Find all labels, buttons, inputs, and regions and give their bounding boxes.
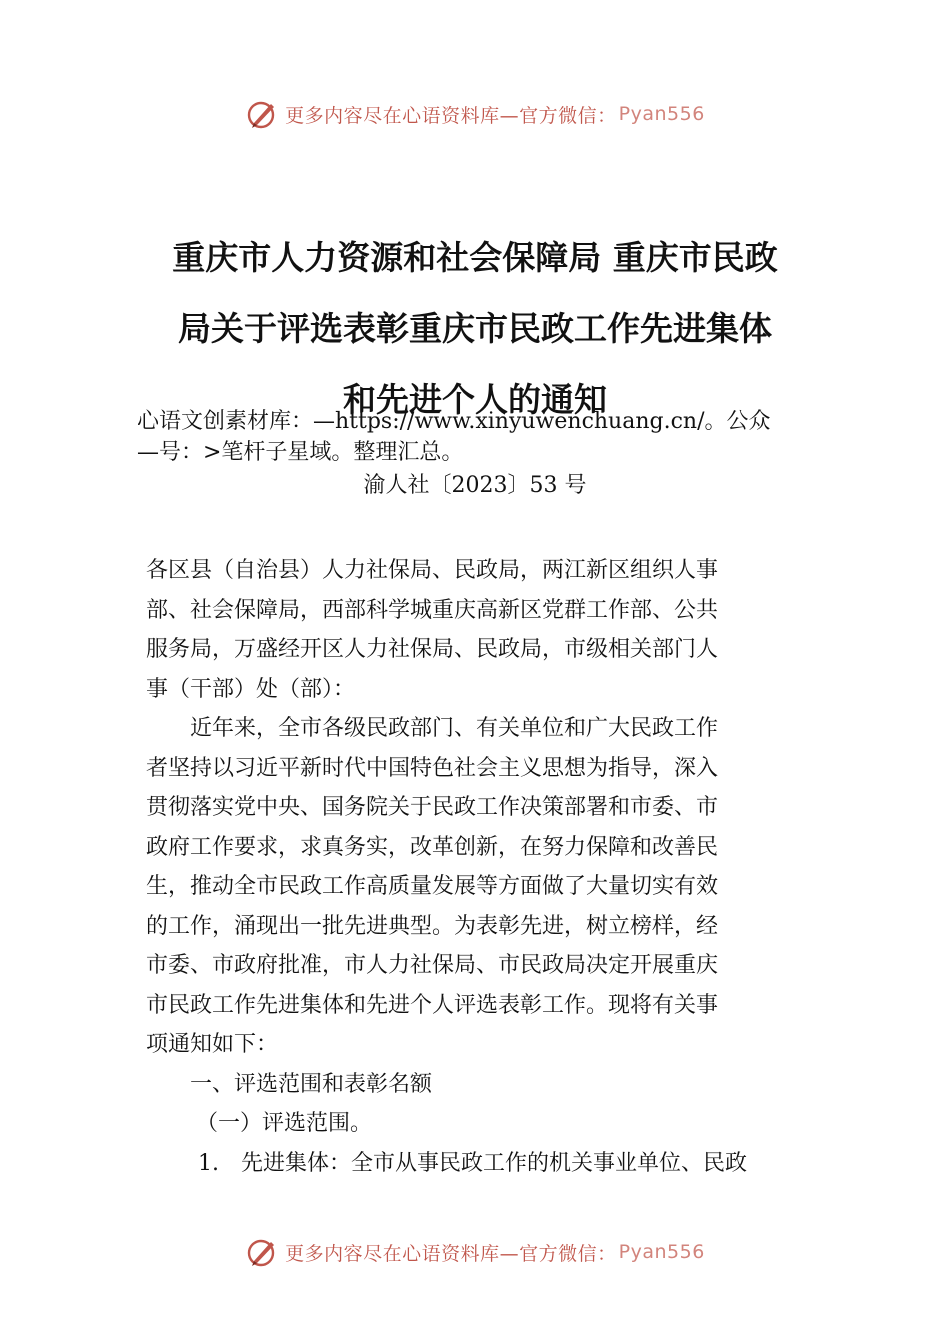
- subsection-heading: （一）评选范围。: [196, 1111, 373, 1136]
- body-line: 生，推动全市民政工作高质量发展等方面做了大量切实有效: [146, 874, 719, 899]
- document-body: [146, 551, 806, 1183]
- watermark-wechat-id: Pyan556: [618, 1241, 705, 1263]
- document-number: 渝人社〔2023〕53 号: [363, 473, 587, 498]
- body-line: 事（干部）处（部）：: [146, 676, 356, 702]
- body-line: 市民政工作先进集体和先进个人评选表彰工作。现将有关事: [146, 992, 719, 1018]
- body-line: 近年来，全市各级民政部门、有关单位和广大民政工作: [190, 716, 719, 741]
- source-note-line: —号：>笔杆子星域。整理汇总。: [137, 440, 464, 465]
- section-heading: 一、评选范围和表彰名额: [190, 1071, 433, 1097]
- body-line: 贯彻落实党中央、国务院关于民政工作决策部署和市委、市: [146, 795, 719, 820]
- body-line: 各区县（自治县）人力社保局、民政局，两江新区组织人事: [146, 558, 719, 583]
- watermark-text: 更多内容尽在心语资料库—官方微信：: [285, 1242, 617, 1265]
- pen-logo-icon: [245, 1235, 279, 1269]
- title-line: 局关于评选表彰重庆市民政工作先进集体: [178, 309, 772, 348]
- body-line: 市委、市政府批准，市人力社保局、市民政局决定开展重庆: [146, 953, 719, 978]
- body-line: 项通知如下：: [146, 1032, 279, 1057]
- list-item: 1. 先进集体：全市从事民政工作的机关事业单位、民政: [198, 1150, 747, 1176]
- source-note: [137, 406, 827, 468]
- source-note-line: 心语文创素材库：—https://www.xinyuwenchuang.cn/。公众: [137, 409, 771, 434]
- pen-logo-icon: [245, 97, 279, 131]
- body-line: 者坚持以习近平新时代中国特色社会主义思想为指导，深入: [146, 755, 719, 781]
- watermark-footer: [0, 1232, 950, 1272]
- watermark-wechat-id: Pyan556: [618, 103, 705, 125]
- body-line: 的工作，涌现出一批先进典型。为表彰先进，树立榜样，经: [146, 913, 719, 939]
- watermark-header: [0, 94, 950, 134]
- body-line: 服务局，万盛经开区人力社保局、民政局，市级相关部门人: [146, 637, 719, 662]
- body-line: 部、社会保障局，西部科学城重庆高新区党群工作部、公共: [146, 597, 719, 623]
- title-line: 重庆市人力资源和社会保障局 重庆市民政: [172, 238, 778, 277]
- title-line: 和先进个人的通知: [343, 380, 607, 419]
- body-line: 政府工作要求，求真务实，改革创新，在努力保障和改善民: [146, 834, 719, 860]
- watermark-text: 更多内容尽在心语资料库—官方微信：: [285, 104, 617, 127]
- document-title: [120, 222, 830, 435]
